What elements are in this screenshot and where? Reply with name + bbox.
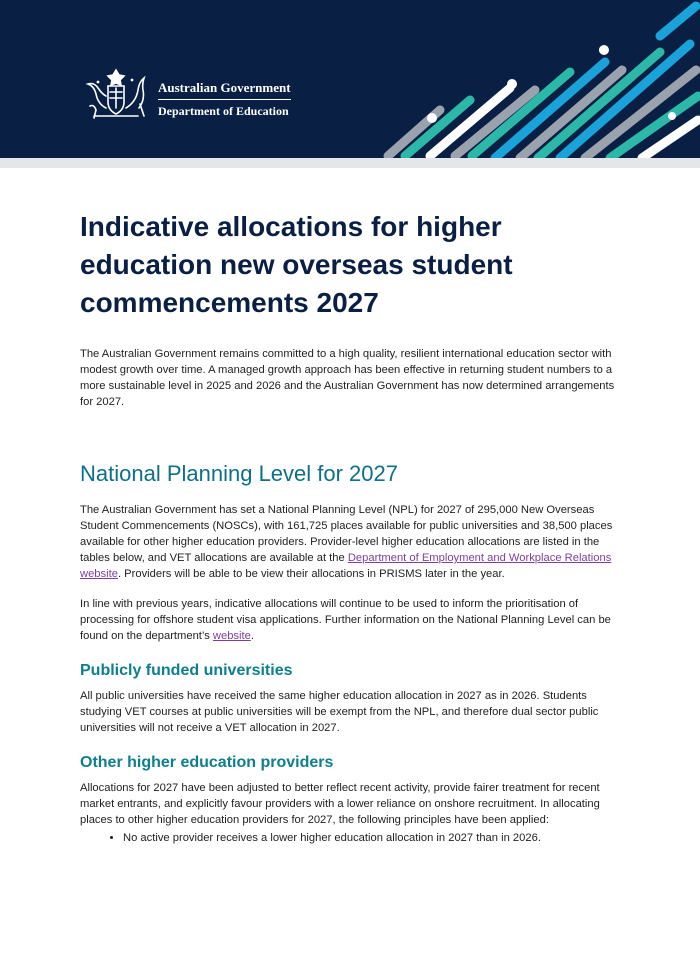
banner-divider (0, 158, 700, 168)
npl-p1-text-a: The Australian Government has set a National Planning Level (NPL) for 2027 of 295,000 New Overseas Student Commencements (NOSCs), with 161,725 places available for public universities and 38,500 places available for other higher education providers. Provider-level higher education allocations are listed in the tables below, and VET allocations are available at the (80, 504, 613, 564)
list-item: • No active provider receives a lower higher education allocation in 2027 than in 2026. (123, 830, 625, 846)
government-name: Australian Government (158, 80, 291, 100)
principles-list (80, 830, 625, 846)
npl-p1-text-b: . Providers will be able to be view their allocations in PRISMS later in the year. (117, 568, 505, 580)
department-name: Department of Education (158, 104, 289, 118)
npl-heading: National Planning Level for 2027 (80, 461, 399, 486)
intro-paragraph: The Australian Government remains committed to a high quality, resilient international education sector with modest growth over time. A managed growth approach has been effective in returning student numbers to a more sustainable level in 2025 and 2026 and the Australian Government has now determined arrangements for 2027. (80, 348, 615, 408)
document-body (80, 208, 625, 846)
page-title: Indicative allocations for higher education new overseas student commencements 2027 (80, 211, 513, 318)
diagonal-stripes-icon (360, 0, 700, 158)
public-universities-paragraph: All public universities have received the same higher education allocation in 2027 as in 2026. Students studying VET courses at public universities will be exempt from the NPL, and therefore dual sector public universities will not receive a VET allocation in 2027. (80, 690, 599, 734)
coat-of-arms-icon (80, 66, 152, 122)
npl-p2-text-a: In line with previous years, indicative allocations will continue to be used to inform the prioritisation of processing for offshore student visa applications. Further information on the National Planning Level can be found on the department’s (80, 598, 611, 642)
npl-paragraph-1 (80, 502, 625, 582)
other-providers-heading: Other higher education providers (80, 754, 334, 771)
other-providers-paragraph: Allocations for 2027 have been adjusted to better reflect recent activity, provide fairer treatment for recent market entrants, and explicitly favour providers with a lower reliance on onshore recruitment. In allocating places to other higher education providers for 2027, the following principles have been applied: (80, 782, 600, 826)
gov-logo-text (158, 80, 291, 119)
npl-p2-text-b: . (250, 630, 254, 642)
public-universities-heading: Publicly funded universities (80, 662, 293, 679)
header-banner (0, 0, 700, 158)
npl-paragraph-2 (80, 596, 625, 644)
dewr-website-link[interactable]: Department of Employment and Workplace Relations website (80, 552, 612, 580)
department-website-link[interactable]: website (212, 630, 251, 642)
